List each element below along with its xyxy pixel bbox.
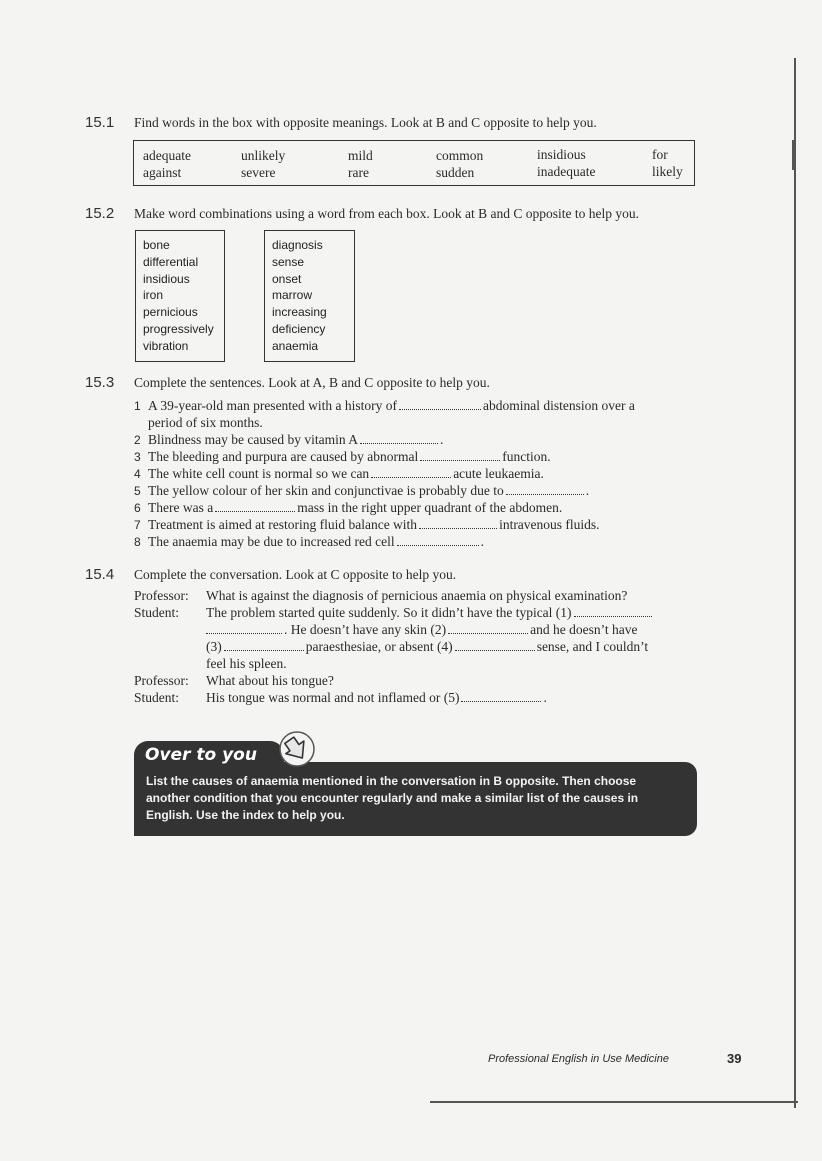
conversation-line: The problem started quite suddenly. So it didn’t have the typical (1)	[206, 605, 654, 621]
instruction-15-4: Complete the conversation. Look at C opposite to help you.	[134, 567, 457, 582]
box1-word: differential	[143, 254, 199, 269]
box2-word: deficiency	[272, 321, 326, 336]
sentence-2: 2 Blindness may be caused by vitamin A .	[134, 432, 444, 447]
blank-line[interactable]	[399, 408, 481, 410]
blank-line[interactable]	[215, 510, 295, 512]
section-number-15-2: 15.2	[85, 205, 115, 222]
blank-line[interactable]	[206, 632, 282, 634]
speaker-student: Student:	[134, 690, 180, 705]
blank-line[interactable]	[448, 632, 528, 634]
sentence-number: 1	[134, 399, 141, 413]
blank-line[interactable]	[224, 649, 304, 651]
conversation-line: . He doesn’t have any skin (2) and he doesn’t have	[206, 622, 637, 638]
word: insidious	[537, 147, 586, 162]
word-box-2	[264, 230, 355, 362]
speaker-student: Student:	[134, 605, 180, 620]
sentence-1-continued: period of six months.	[148, 415, 263, 430]
word: mild	[348, 148, 373, 163]
section-number-15-3: 15.3	[85, 374, 115, 391]
word: inadequate	[537, 164, 596, 179]
word: adequate	[143, 148, 191, 163]
page-number: 39	[727, 1051, 742, 1066]
sentence-number: 4	[134, 467, 141, 481]
blank-line[interactable]	[506, 493, 584, 495]
over-to-you-text: English. Use the index to help you.	[146, 808, 345, 822]
word: unlikely	[241, 148, 286, 163]
sentence-6: 6 There was a mass in the right upper quadrant of the abdomen.	[134, 500, 563, 515]
box1-word: progressively	[143, 321, 214, 336]
speaker-professor: Professor:	[134, 588, 189, 603]
conversation-line: What is against the diagnosis of pernicious anaemia on physical examination?	[206, 588, 628, 603]
box1-word: pernicious	[143, 305, 198, 320]
blank-line[interactable]	[420, 459, 500, 461]
box1-word: insidious	[143, 271, 190, 286]
section-number-15-1: 15.1	[85, 114, 115, 131]
book-title: Professional English in Use Medicine	[488, 1053, 669, 1065]
word: for	[652, 147, 668, 162]
conversation-line: feel his spleen.	[206, 656, 287, 671]
blank-line[interactable]	[371, 476, 451, 478]
sentence-4: 4 The white cell count is normal so we can acute leukaemia.	[134, 466, 544, 481]
sentence-5: 5 The yellow colour of her skin and conjunctivae is probably due to .	[134, 483, 590, 498]
instruction-15-3: Complete the sentences. Look at A, B and C opposite to help you.	[134, 375, 490, 390]
box2-word: onset	[272, 271, 302, 286]
speaker-professor: Professor:	[134, 673, 189, 688]
sentence-number: 8	[134, 535, 141, 549]
sentence-number: 5	[134, 484, 141, 498]
over-to-you-box	[134, 762, 697, 836]
sentence-number: 7	[134, 518, 141, 532]
box1-word: vibration	[143, 338, 189, 353]
over-to-you-text: List the causes of anaemia mentioned in the conversation in B opposite. Then choose	[146, 774, 637, 788]
word: common	[436, 148, 484, 163]
box2-word: sense	[272, 254, 305, 269]
sentence-number: 2	[134, 433, 141, 447]
over-to-you-text: another condition that you encounter regularly and make a similar list of the causes in	[146, 791, 639, 805]
box2-word: diagnosis	[272, 238, 323, 252]
page-edge-mark	[792, 140, 796, 170]
box1-word: bone	[143, 238, 170, 252]
word: likely	[652, 164, 683, 179]
sentence-number: 6	[134, 501, 141, 515]
sentence-8: 8 The anaemia may be due to increased red cell .	[134, 534, 485, 549]
instruction-15-2: Make word combinations using a word from each box. Look at B and C opposite to help you.	[134, 206, 640, 221]
blank-line[interactable]	[360, 442, 438, 444]
word: rare	[348, 165, 369, 180]
blank-line[interactable]	[419, 527, 497, 529]
word: severe	[241, 165, 276, 180]
blank-line[interactable]	[574, 615, 652, 617]
pointing-arrow-icon	[277, 729, 317, 769]
conversation-line: What about his tongue?	[206, 673, 334, 688]
box1-word: iron	[143, 288, 164, 303]
sentence-3: 3 The bleeding and purpura are caused by abnormal function.	[134, 449, 551, 464]
box2-word: anaemia	[272, 338, 319, 353]
word-box	[133, 140, 695, 186]
box2-word: increasing	[272, 305, 327, 320]
box2-word: marrow	[272, 288, 313, 303]
sentence-1: 1 A 39-year-old man presented with a history of abdominal distension over a	[134, 398, 635, 413]
word-box-1	[135, 230, 225, 362]
conversation-line: His tongue was normal and not inflamed or (5) .	[206, 690, 547, 705]
over-to-you-title: Over to you	[145, 745, 257, 765]
blank-line[interactable]	[397, 544, 479, 546]
blank-line[interactable]	[455, 649, 535, 651]
section-number-15-4: 15.4	[85, 566, 115, 583]
bottom-rule	[430, 1101, 798, 1103]
page-edge-line	[794, 58, 796, 1108]
sentence-7: 7 Treatment is aimed at restoring fluid balance with intravenous fluids.	[134, 517, 600, 532]
sentence-number: 3	[134, 450, 141, 464]
word: against	[143, 165, 182, 180]
conversation-line: (3) paraesthesiae, or absent (4) sense, and I couldn’t	[206, 639, 649, 654]
instruction-15-1: Find words in the box with opposite meanings. Look at B and C opposite to help you.	[134, 115, 597, 130]
blank-line[interactable]	[461, 700, 541, 702]
word: sudden	[436, 165, 475, 180]
